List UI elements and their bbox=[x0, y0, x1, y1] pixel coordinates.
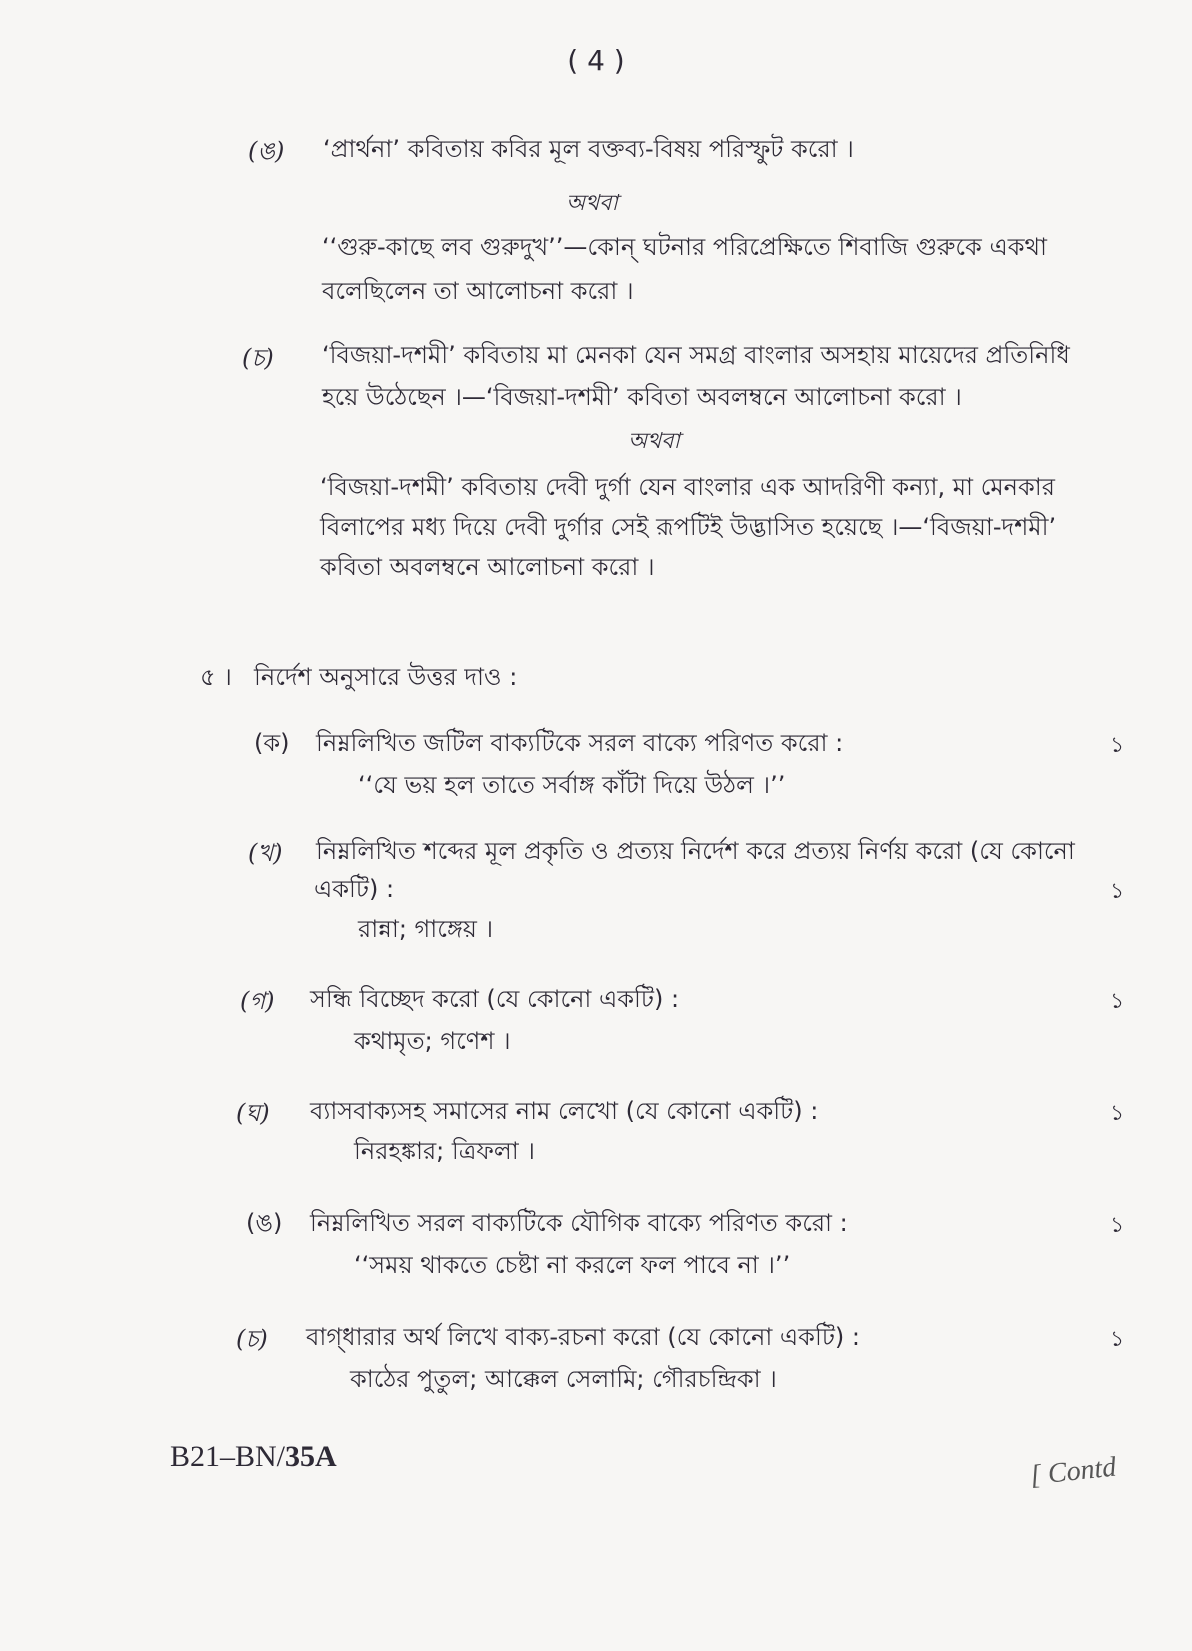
marks: ১ bbox=[1110, 1101, 1125, 1126]
marks: ১ bbox=[1110, 1327, 1125, 1352]
or-label: অথবা bbox=[628, 429, 680, 454]
part-content: কাঠের পুতুল; আক্কেল সেলামি; গৌরচন্দ্রিকা । bbox=[350, 1365, 777, 1393]
question-e-text: ‘প্রার্থনা’ কবিতায় কবির মূল বক্তব্য-বিষয় পরিস্ফুট করো । bbox=[323, 135, 854, 163]
part-label: (ক) bbox=[254, 729, 290, 757]
question-5-number: ৫ । bbox=[200, 663, 232, 691]
part-instruction: নিম্নলিখিত জটিল বাক্যটিকে সরল বাক্যে পরিণত করো : bbox=[316, 729, 844, 757]
part-content: ‘‘যে ভয় হল তাতে সর্বাঙ্গ কাঁটা দিয়ে উঠল ।’’ bbox=[358, 771, 786, 799]
question-f-alt-line1: ‘বিজয়া-দশমী’ কবিতায় দেবী দুর্গা যেন বাংলার এক আদরিণী কন্যা, মা মেনকার bbox=[320, 473, 1055, 501]
marks: ১ bbox=[1110, 879, 1125, 904]
part-content: কথামৃত; গণেশ । bbox=[354, 1027, 511, 1055]
part-content: রান্না; গাঙ্গেয় । bbox=[358, 915, 494, 943]
question-f-alt-line3: কবিতা অবলম্বনে আলোচনা করো । bbox=[320, 553, 655, 581]
marks: ১ bbox=[1110, 1213, 1125, 1238]
part-label: (গ) bbox=[240, 987, 275, 1015]
question-label-e: (ঙ) bbox=[248, 137, 285, 165]
part-label: (খ) bbox=[248, 839, 283, 867]
part-instruction: নিম্নলিখিত সরল বাক্যটিকে যৌগিক বাক্যে পরিণত করো : bbox=[310, 1209, 848, 1237]
paper-code-suffix: 35A bbox=[285, 1440, 337, 1473]
question-f-alt-line2: বিলাপের মধ্য দিয়ে দেবী দুর্গার সেই রূপটিই উদ্ভাসিত হয়েছে ।—‘বিজয়া-দশমী’ bbox=[320, 513, 1057, 541]
part-label: (চ) bbox=[236, 1325, 268, 1353]
part-label: (ঙ) bbox=[246, 1209, 283, 1237]
question-label-f: (চ) bbox=[242, 344, 274, 372]
paper-code-prefix: B21–BN/ bbox=[170, 1440, 286, 1473]
part-instruction: নিম্নলিখিত শব্দের মূল প্রকৃতি ও প্রত্যয় নির্দেশ করে প্রত্যয় নির্ণয় করো (যে কোনো bbox=[316, 837, 1075, 865]
marks: ১ bbox=[1110, 733, 1125, 758]
question-f-line1: ‘বিজয়া-দশমী’ কবিতায় মা মেনকা যেন সমগ্র বাংলার অসহায় মায়েদের প্রতিনিধি bbox=[322, 341, 1070, 369]
question-e-alt-line1: ‘‘গুরু-কাছে লব গুরুদুখ’’—কোন্ ঘটনার পরিপ্রেক্ষিতে শিবাজি গুরুকে একথা bbox=[322, 233, 1048, 261]
part-instruction-cont: একটি) : bbox=[314, 875, 395, 903]
or-label: অথবা bbox=[566, 191, 618, 216]
marks: ১ bbox=[1110, 989, 1125, 1014]
part-instruction: বাগ্‌ধারার অর্থ লিখে বাক্য-রচনা করো (যে কোনো একটি) : bbox=[306, 1323, 860, 1351]
question-e-alt-line2: বলেছিলেন তা আলোচনা করো । bbox=[322, 277, 634, 305]
part-content: নিরহঙ্কার; ত্রিফলা । bbox=[354, 1137, 535, 1165]
part-instruction: সন্ধি বিচ্ছেদ করো (যে কোনো একটি) : bbox=[310, 985, 680, 1013]
question-5-heading: নির্দেশ অনুসারে উত্তর দাও : bbox=[254, 663, 518, 691]
question-f-line2: হয়ে উঠেছেন ।—‘বিজয়া-দশমী’ কবিতা অবলম্বনে আলোচনা করো । bbox=[322, 383, 962, 411]
paper-code bbox=[170, 1440, 337, 1474]
continued-label: [ Contd bbox=[1028, 1451, 1118, 1492]
part-instruction: ব্যাসবাক্যসহ সমাসের নাম লেখো (যে কোনো একটি) : bbox=[310, 1097, 819, 1125]
page-number: ( 4 ) bbox=[567, 44, 625, 77]
part-content: ‘‘সময় থাকতে চেষ্টা না করলে ফল পাবে না ।’’ bbox=[354, 1251, 791, 1279]
part-label: (ঘ) bbox=[236, 1099, 270, 1127]
